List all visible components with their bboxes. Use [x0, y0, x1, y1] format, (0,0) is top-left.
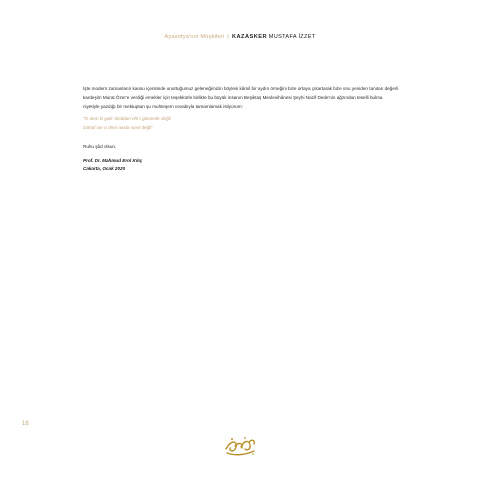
verse-line-1: "O dem ki gelir âmâdan ehl-i gözünde değil	[83, 116, 171, 121]
closing-line: Ruhu şâd olsun.	[83, 144, 117, 149]
author-name: Prof. Dr. Mahmud Erol Kılıç	[83, 158, 143, 163]
verse-line-2: Gönül ser o dem nasla nasıl değil"	[83, 124, 153, 130]
signature-block	[83, 157, 142, 174]
body-paragraph	[83, 84, 400, 112]
gold-calligraphy-logo-icon	[223, 434, 257, 458]
quoted-verse	[83, 115, 400, 132]
header-book-title-rest: MUSTAFA İZZET	[268, 34, 316, 40]
header-series-title: Ayasofya'nın Müşkileri	[164, 34, 225, 40]
place-date: Cakarta, Ocak 2020	[83, 166, 126, 172]
header-separator: |	[227, 34, 229, 40]
page-number: 16	[22, 421, 29, 427]
header-book-title-bold: KAZASKER	[231, 34, 268, 40]
body-paragraph-text: İşte modern zamanların kaosu içerisinde unuttuğumuz geleneğimizin böylesi kâmil bir aydın örneğini bize ortaya çıkartarak bize onu yeniden tanıtan değerli kardeşim Murat Özer'e verdiği emekler için teşekkürle birlikte bu büyük insanın Beşiktaş Mevlevihânesi Şeyhi Nazif Dede'nin ağzından teselli bulma niyetiyle yazdığı bir mektuptan şu muhteşem cevabıyla tamamlamak istiyorum:	[83, 86, 399, 110]
running-header	[0, 34, 480, 40]
